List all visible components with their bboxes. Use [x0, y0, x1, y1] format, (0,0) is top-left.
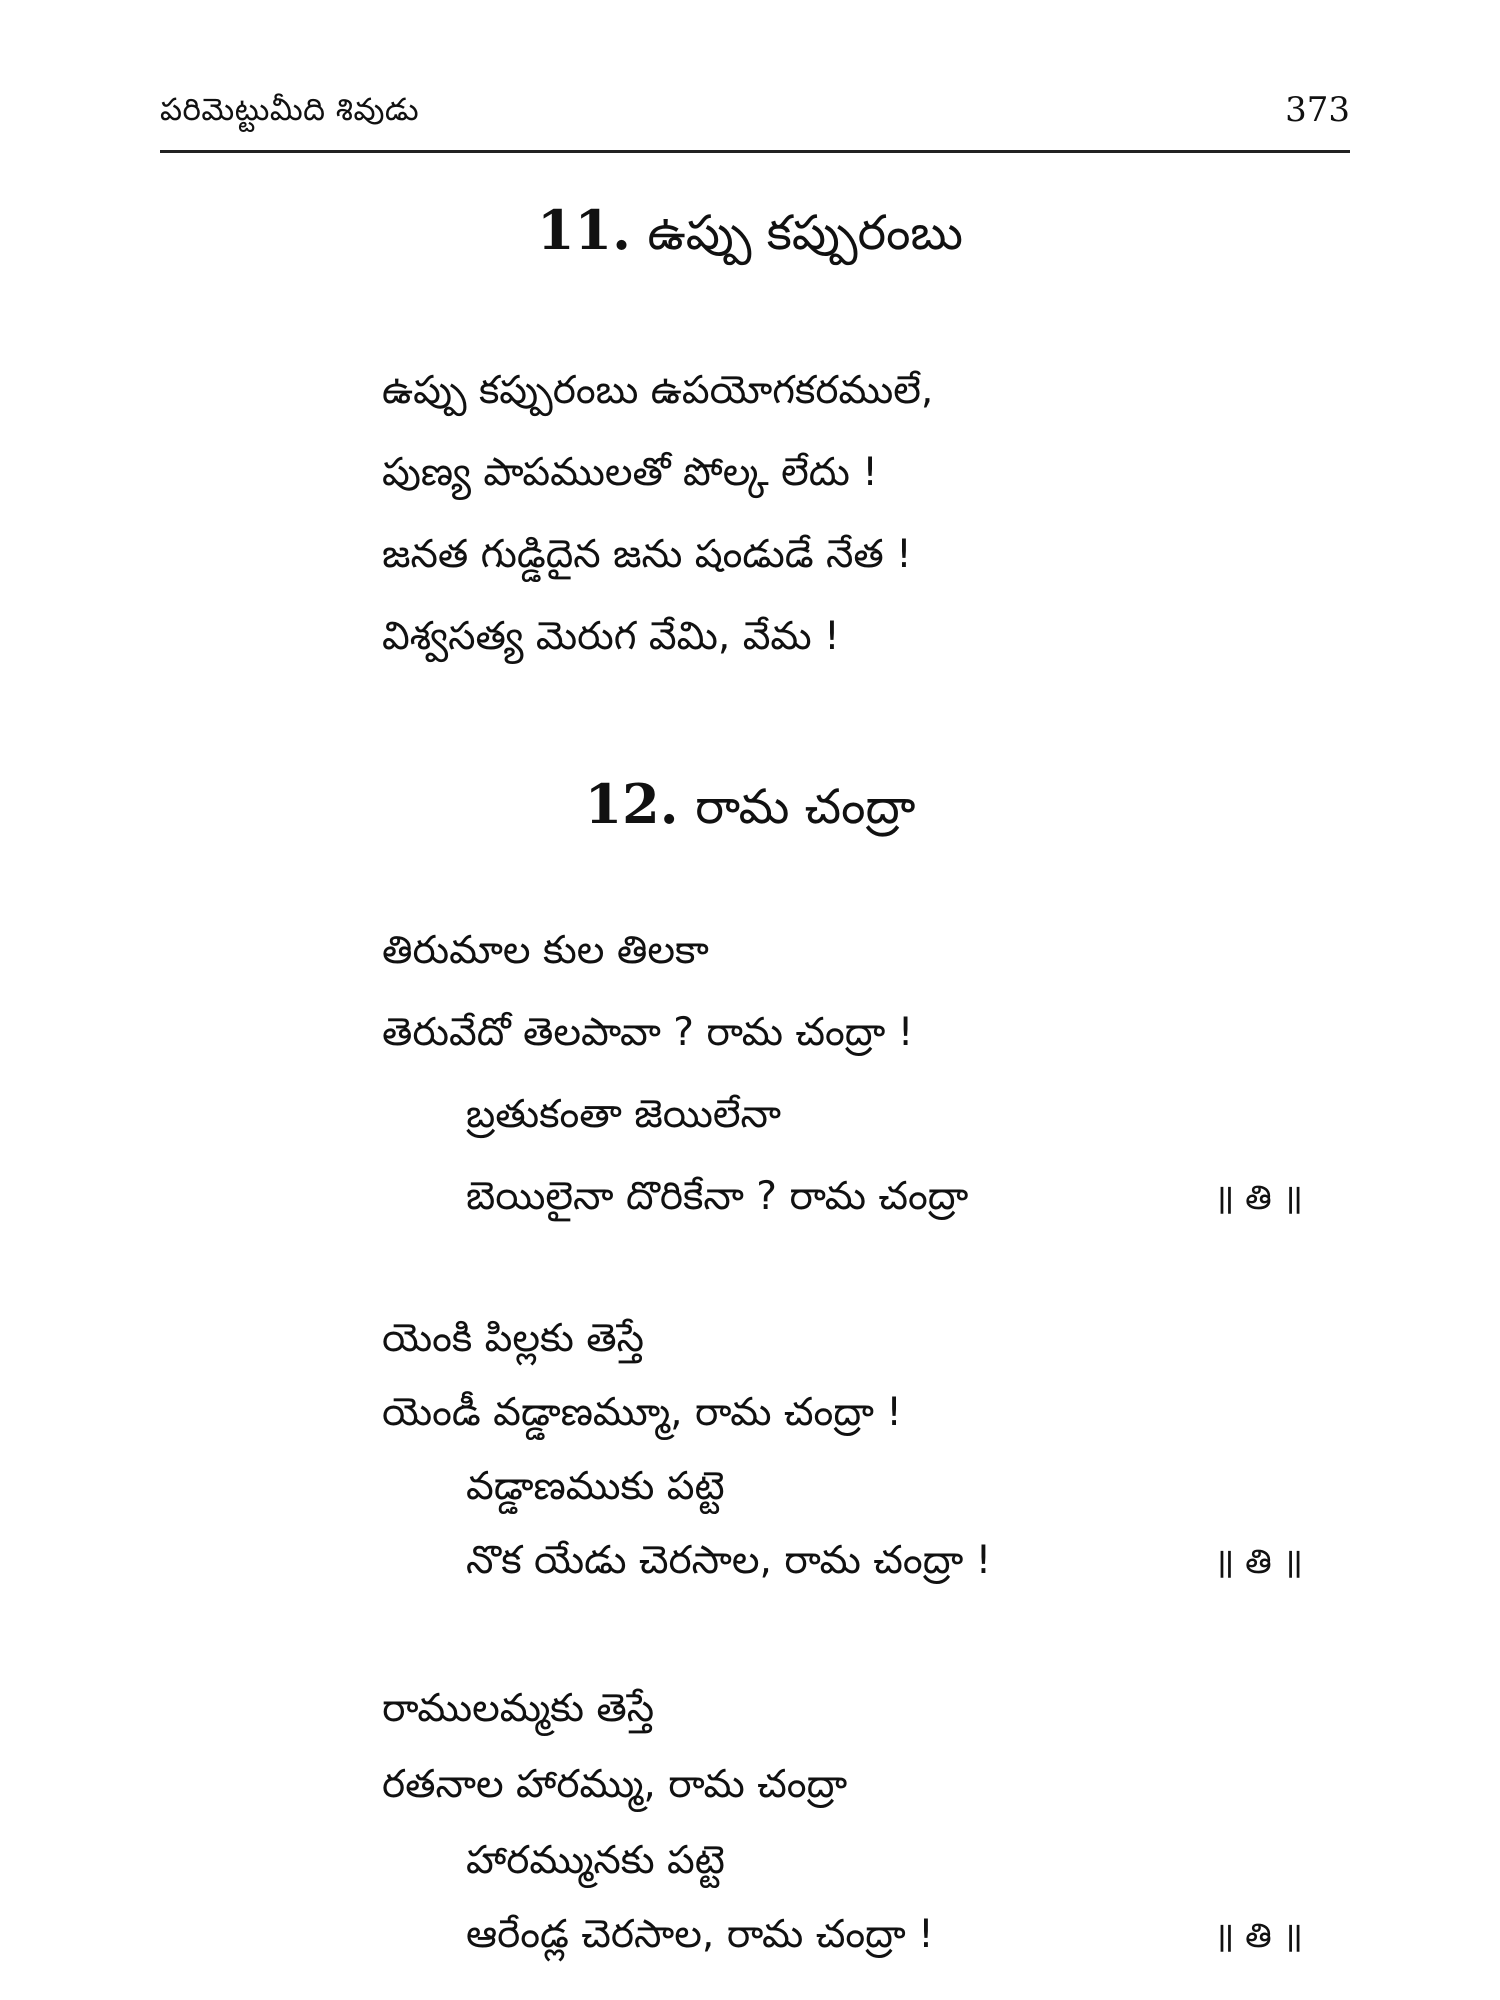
song-line: బెయిలైనా దొరికేనా ? రామ చంద్రా: [466, 1174, 969, 1219]
verse-line: పుణ్య పాపములతో పోల్క లేదు !: [382, 450, 878, 495]
page-header: [160, 88, 1350, 148]
refrain-marker: ॥ తి ॥: [1214, 1178, 1303, 1218]
song-line: తిరుమాల కుల తిలకా: [382, 928, 709, 973]
song-line: ఆరేండ్ల చెరసాల, రామ చంద్రా !: [466, 1912, 934, 1957]
song-line: హారమ్మునకు పట్టె: [466, 1838, 725, 1883]
song-line: వడ్డాణముకు పట్టె: [466, 1464, 725, 1509]
running-title: పరిమెట్టుమీది శివుడు: [160, 92, 420, 128]
section-heading-12: [0, 772, 1500, 847]
song-line: యెండీ వడ్డాణమ్మూ, రామ చంద్రా !: [382, 1390, 902, 1435]
verse-line: ఉప్పు కప్పురంబు ఉపయోగకరములే,: [382, 368, 934, 413]
header-rule: [160, 150, 1350, 153]
song-line: తెరువేదో తెలపావా ? రామ చంద్రా !: [382, 1010, 914, 1055]
song-line: రతనాల హారమ్ము, రామ చంద్రా: [382, 1762, 848, 1807]
song-line: రాములమ్మకు తెస్తే: [382, 1686, 655, 1731]
section-heading-11: [0, 198, 1500, 273]
section-title: రామ చంద్రా: [695, 779, 916, 835]
song-line: యెంకి పిల్లకు తెస్తే: [382, 1316, 645, 1361]
refrain-marker: ॥ తి ॥: [1214, 1542, 1303, 1582]
page-number: 373: [1285, 90, 1350, 130]
song-line: నొక యేడు చెరసాల, రామ చంద్రా !: [466, 1538, 992, 1583]
section-number: 12.: [584, 772, 679, 836]
section-title: ఉప్పు కప్పురంబు: [647, 205, 964, 261]
verse-line: విశ్వసత్య మెరుగ వేమి, వేమ !: [382, 614, 840, 659]
song-line: బ్రతుకంతా జెయిలేనా: [466, 1092, 782, 1137]
verse-line: జనత గుడ్డిదైన జను షండుడే నేత !: [382, 532, 912, 577]
section-number: 11.: [536, 198, 631, 262]
refrain-marker: ॥ తి ॥: [1214, 1916, 1303, 1956]
